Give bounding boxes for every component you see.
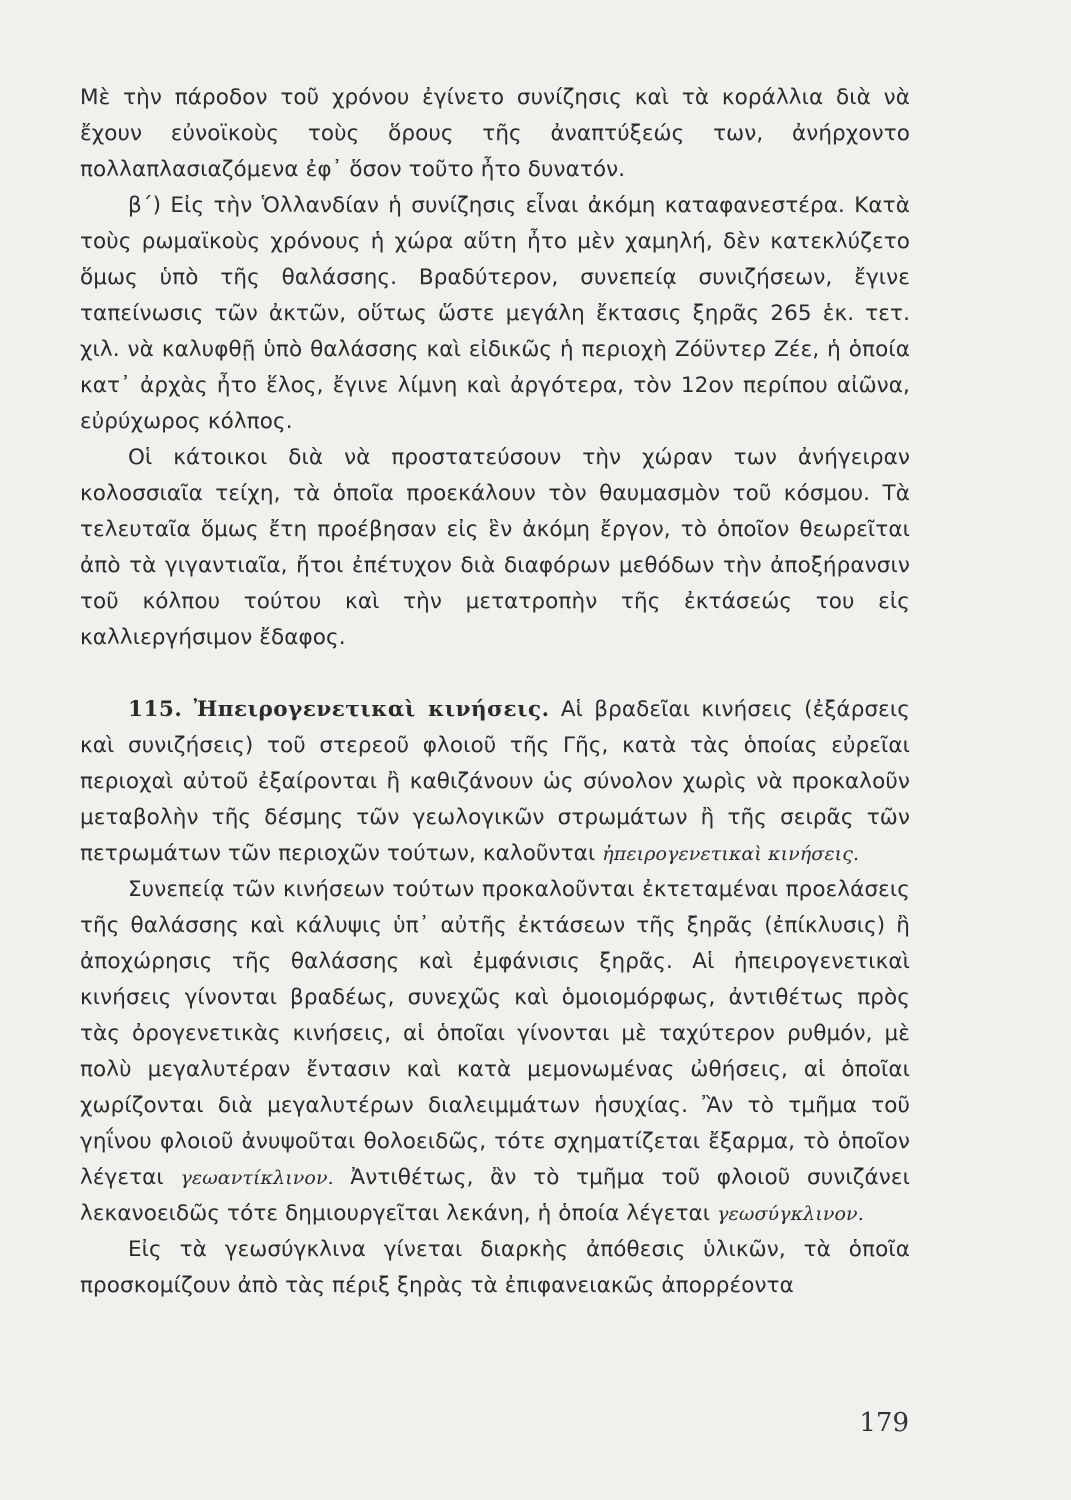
section-term: ἠπειρογενετικαὶ κινήσεις. <box>602 843 860 865</box>
section-title: Ἠπειρογενετικαὶ κινήσεις. <box>193 697 550 722</box>
paragraph-consequence <box>80 872 910 1232</box>
consequence-text-1: Συνεπείᾳ τῶν κινήσεων τούτων προκαλοῦνται ἐκτεταμέναι προελάσεις τῆς θαλάσσης καὶ κάλυψις ὑπ᾽ αὐτῆς ἐκτάσεων τῆς ξηρᾶς (ἐπίκλυσις) ἢ ἀποχώρησις τῆς θαλάσσης καὶ ἐμφάνισις ξηρᾶς. Αἱ ἠπειρογενετικαὶ κινήσεις γίνονται βραδέως, συνεχῶς καὶ ὁμοιομόρφως, ἀντιθέτως πρὸς τὰς ὀρογενετικὰς κινήσεις, αἱ ὁποῖαι γίνονται μὲ ταχύτερον ρυθμόν, μὲ πολὺ μεγαλυτέραν ἔντασιν καὶ κατὰ μεμονωμένας ὠθήσεις, αἱ ὁποῖαι χωρίζονται διὰ μεγαλυτέρων διαλειμμάτων ἡσυχίας. Ἂν τὸ τμῆμα τοῦ γηΐνου φλοιοῦ ἀνυψοῦται θολοειδῶς, τότε σχηματίζεται ἔξαρμα, τὸ ὁποῖον λέγεται <box>80 877 910 1190</box>
paragraph-walls: Οἱ κάτοικοι διὰ νὰ προστατεύσουν τὴν χώραν των ἀνήγειραν κολοσσιαῖα τείχη, τὰ ὁποῖα προεκάλουν τὸν θαυμασμὸν τοῦ κόσμου. Τὰ τελευταῖα ὅμως ἔτη προέβησαν εἰς ἓν ἀκόμη ἔργον, τὸ ὁποῖον θεωρεῖται ἀπὸ τὰ γιγαντιαῖα, ἤτοι ἐπέτυχον διὰ διαφόρων μεθόδων τὴν ἀποξήρανσιν τοῦ κόλπου τούτου καὶ τὴν μετατροπὴν τῆς ἐκτάσεώς του εἰς καλλιεργήσιμον ἔδαφος. <box>80 445 910 650</box>
consequence-text-2: Ἀντιθέτως, ἂν τὸ τμῆμα τοῦ φλοιοῦ συνιζάνει λεκανοειδῶς τότε δημιουργεῖται λεκάνη, ἡ ὁποία λέγεται <box>80 1165 910 1226</box>
section-text: Αἱ βραδεῖαι κινήσεις (ἐξάρσεις καὶ συνιζήσεις) τοῦ στερεοῦ φλοιοῦ τῆς Γῆς, κατὰ τὰς ὁποίας εὐρεῖαι περιοχαὶ αὐτοῦ ἐξαίρονται ἢ καθιζάνουν ὡς σύνολον χωρὶς νὰ προκαλοῦν μεταβολὴν τῆς δέσμης τῶν γεωλογικῶν στρωμάτων ἢ τῆς σειρᾶς τῶν πετρωμάτων τῶν περιοχῶν τούτων, καλοῦνται <box>80 697 910 866</box>
page-body <box>80 80 910 1304</box>
paragraph-geosyncline-deposition: Εἰς τὰ γεωσύγκλινα γίνεται διαρκὴς ἀπόθεσις ὑλικῶν, τὰ ὁποῖα προσκομίζουν ἀπὸ τὰς πέριξ ξηρὰς τὰ ἐπιφανειακῶς ἀπορρέοντα <box>80 1237 910 1298</box>
section-number: 115. <box>128 697 183 722</box>
section-115-paragraph <box>80 692 910 872</box>
term-geosyncline: γεωσύγκλινον. <box>717 1203 864 1225</box>
page-number: 179 <box>859 1408 909 1438</box>
term-geoanticline: γεωαντίκλινον. <box>180 1167 334 1189</box>
paragraph-corals: Μὲ τὴν πάροδον τοῦ χρόνου ἐγίνετο συνίζησις καὶ τὰ κοράλλια διὰ νὰ ἔχουν εὐνοϊκοὺς τοὺς ὅρους τῆς ἀναπτύξεώς των, ἀνήρχοντο πολλαπλασιαζόμενα ἐφ᾽ ὅσον τοῦτο ἦτο δυνατόν. <box>80 85 910 182</box>
paragraph-holland: β΄) Εἰς τὴν Ὁλλανδίαν ἡ συνίζησις εἶναι ἀκόμη καταφανεστέρα. Κατὰ τοὺς ρωμαϊκοὺς χρόνους ἡ χώρα αὕτη ἦτο μὲν χαμηλή, δὲν κατεκλύζετο ὅμως ὑπὸ τῆς θαλάσσης. Βραδύτερον, συνεπείᾳ συνιζήσεων, ἔγινε ταπείνωσις τῶν ἀκτῶν, οὕτως ὥστε μεγάλη ἔκτασις ξηρᾶς 265 ἑκ. τετ. χιλ. νὰ καλυφθῇ ὑπὸ θαλάσσης καὶ εἰδικῶς ἡ περιοχὴ Ζόϋντερ Ζέε, ἡ ὁποία κατ᾽ ἀρχὰς ἦτο ἕλος, ἔγινε λίμνη καὶ ἀργότερα, τὸν 12ον περίπου αἰῶνα, εὐρύχωρος κόλπος. <box>80 193 910 434</box>
